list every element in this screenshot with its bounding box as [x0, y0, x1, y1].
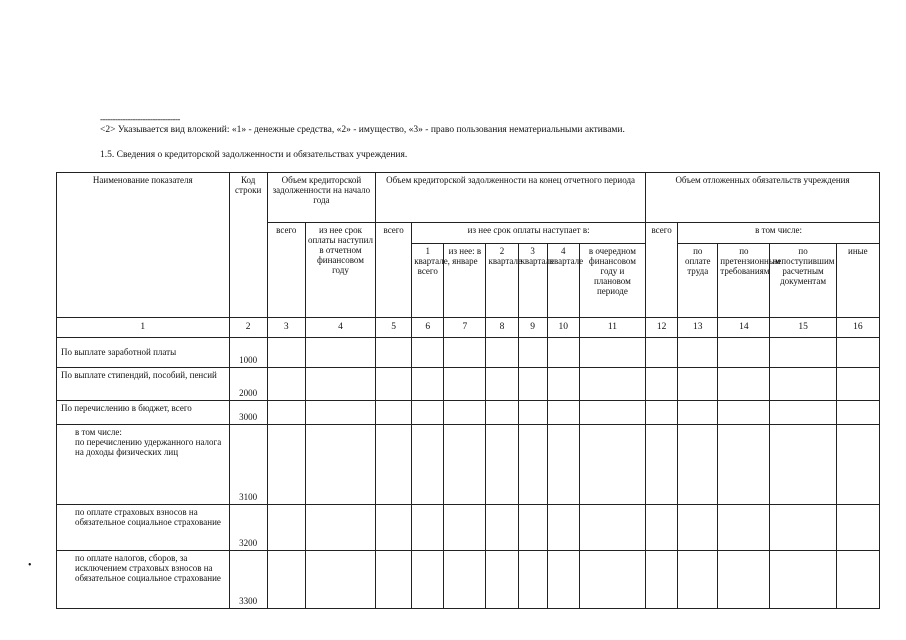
data-cell: [678, 505, 718, 551]
data-cell: [518, 368, 547, 401]
column-number: 9: [518, 318, 547, 338]
data-cell: [376, 505, 412, 551]
row-label: по оплате налогов, сборов, за исключением страховых взносов на обязательное социальное страхование: [57, 551, 230, 609]
header-other: иные: [836, 244, 879, 318]
header-due-in: из нее срок оплаты наступает в:: [412, 223, 646, 244]
data-cell: [836, 338, 879, 368]
row-code: 3000: [229, 401, 267, 425]
data-cell: [678, 551, 718, 609]
data-cell: [412, 551, 444, 609]
row-code: 2000: [229, 368, 267, 401]
row-label: в том числе: по перечислению удержанного налога на доходы физических лиц: [57, 425, 230, 505]
data-cell: [376, 401, 412, 425]
data-cell: [718, 401, 770, 425]
data-cell: [444, 368, 486, 401]
row-code: 3200: [229, 505, 267, 551]
header-january: из нее: в январе: [444, 244, 486, 318]
data-cell: [412, 338, 444, 368]
section-title: 1.5. Сведения о кредиторской задолженности и обязательствах учреждения.: [100, 150, 408, 160]
data-cell: [646, 338, 678, 368]
data-cell: [376, 368, 412, 401]
data-cell: [305, 401, 375, 425]
header-q2: 2 квартале: [486, 244, 518, 318]
column-number: 4: [305, 318, 375, 338]
column-number: 3: [267, 318, 305, 338]
data-cell: [836, 368, 879, 401]
header-start-volume: Объем кредиторской задолженности на начало года: [267, 173, 375, 223]
row-label: По выплате стипендий, пособий, пенсий: [57, 368, 230, 401]
footnote-separator: --------------------------------: [100, 114, 180, 124]
data-cell: [770, 338, 836, 368]
data-cell: [267, 425, 305, 505]
data-cell: [678, 401, 718, 425]
data-cell: [547, 425, 579, 505]
data-cell: [486, 401, 518, 425]
header-name: Наименование показателя: [57, 173, 230, 318]
data-cell: [547, 338, 579, 368]
table-row: [57, 505, 880, 551]
data-cell: [267, 401, 305, 425]
data-cell: [518, 425, 547, 505]
data-cell: [547, 401, 579, 425]
data-cell: [770, 551, 836, 609]
data-cell: [678, 368, 718, 401]
column-number-row: [57, 318, 880, 338]
data-cell: [305, 551, 375, 609]
data-cell: [267, 368, 305, 401]
header-total-deferred: всего: [646, 223, 678, 318]
row-label: По перечислению в бюджет, всего: [57, 401, 230, 425]
column-number: 6: [412, 318, 444, 338]
data-cell: [770, 425, 836, 505]
data-cell: [376, 425, 412, 505]
data-cell: [836, 551, 879, 609]
data-cell: [444, 425, 486, 505]
footnote-text: <2> Указывается вид вложений: «1» - денежные средства, «2» - имущество, «3» - право пользования нематериальными активами.: [100, 125, 625, 135]
data-cell: [444, 338, 486, 368]
data-cell: [518, 401, 547, 425]
column-number: 13: [678, 318, 718, 338]
column-number: 2: [229, 318, 267, 338]
data-cell: [412, 401, 444, 425]
row-code: 3300: [229, 551, 267, 609]
header-total-start: всего: [267, 223, 305, 318]
data-cell: [486, 551, 518, 609]
data-cell: [547, 368, 579, 401]
column-number: 5: [376, 318, 412, 338]
header-next-period: в очередном финансовом году и плановом периоде: [579, 244, 645, 318]
stray-mark: •: [28, 560, 32, 571]
data-cell: [836, 425, 879, 505]
data-cell: [267, 551, 305, 609]
table-row: [57, 368, 880, 401]
data-cell: [376, 551, 412, 609]
data-cell: [718, 505, 770, 551]
data-cell: [678, 338, 718, 368]
data-cell: [412, 505, 444, 551]
header-q4: 4 квартале: [547, 244, 579, 318]
data-cell: [646, 368, 678, 401]
data-cell: [518, 551, 547, 609]
data-cell: [412, 425, 444, 505]
data-cell: [305, 368, 375, 401]
column-number: 15: [770, 318, 836, 338]
header-deferred: Объем отложенных обязательств учреждения: [646, 173, 880, 223]
data-cell: [547, 551, 579, 609]
row-code: 1000: [229, 338, 267, 368]
data-cell: [486, 425, 518, 505]
data-cell: [646, 505, 678, 551]
data-cell: [836, 505, 879, 551]
data-cell: [518, 338, 547, 368]
column-number: 16: [836, 318, 879, 338]
data-cell: [646, 551, 678, 609]
data-cell: [579, 551, 645, 609]
column-number: 10: [547, 318, 579, 338]
data-cell: [267, 505, 305, 551]
column-number: 1: [57, 318, 230, 338]
header-q3: 3 квартале: [518, 244, 547, 318]
creditor-debt-table: [56, 172, 880, 609]
column-number: 7: [444, 318, 486, 338]
data-cell: [518, 505, 547, 551]
data-cell: [547, 505, 579, 551]
data-cell: [486, 505, 518, 551]
header-total-end: всего: [376, 223, 412, 318]
row-code: 3100: [229, 425, 267, 505]
column-number: 8: [486, 318, 518, 338]
data-cell: [718, 338, 770, 368]
header-including: в том числе:: [678, 223, 880, 244]
data-cell: [770, 368, 836, 401]
table-row: [57, 338, 880, 368]
data-cell: [376, 338, 412, 368]
column-number: 12: [646, 318, 678, 338]
data-cell: [486, 368, 518, 401]
data-cell: [305, 505, 375, 551]
row-label: По выплате заработной платы: [57, 338, 230, 368]
data-cell: [579, 401, 645, 425]
data-cell: [836, 401, 879, 425]
column-number: 11: [579, 318, 645, 338]
data-cell: [444, 505, 486, 551]
data-cell: [486, 338, 518, 368]
data-cell: [444, 551, 486, 609]
header-claims: по претензионным требованиям: [718, 244, 770, 318]
data-cell: [646, 401, 678, 425]
header-end-volume: Объем кредиторской задолженности на конец отчетного периода: [376, 173, 646, 223]
data-cell: [718, 425, 770, 505]
header-code: Код строки: [229, 173, 267, 318]
header-due-this-year: из нее срок оплаты наступил в отчетном финансовом году: [305, 223, 375, 318]
table-row: [57, 551, 880, 609]
data-cell: [579, 338, 645, 368]
column-number: 14: [718, 318, 770, 338]
data-cell: [718, 368, 770, 401]
table-row: [57, 425, 880, 505]
data-cell: [770, 505, 836, 551]
data-cell: [444, 401, 486, 425]
header-no-docs: по непоступившим расчетным документам: [770, 244, 836, 318]
data-cell: [678, 425, 718, 505]
data-cell: [412, 368, 444, 401]
data-cell: [267, 338, 305, 368]
data-cell: [305, 338, 375, 368]
data-cell: [579, 368, 645, 401]
header-q1: 1 квартале, всего: [412, 244, 444, 318]
data-cell: [579, 505, 645, 551]
data-cell: [770, 401, 836, 425]
data-cell: [718, 551, 770, 609]
header-labor: по оплате труда: [678, 244, 718, 318]
data-cell: [646, 425, 678, 505]
data-cell: [579, 425, 645, 505]
data-cell: [305, 425, 375, 505]
table-row: [57, 401, 880, 425]
row-label: по оплате страховых взносов на обязательное социальное страхование: [57, 505, 230, 551]
